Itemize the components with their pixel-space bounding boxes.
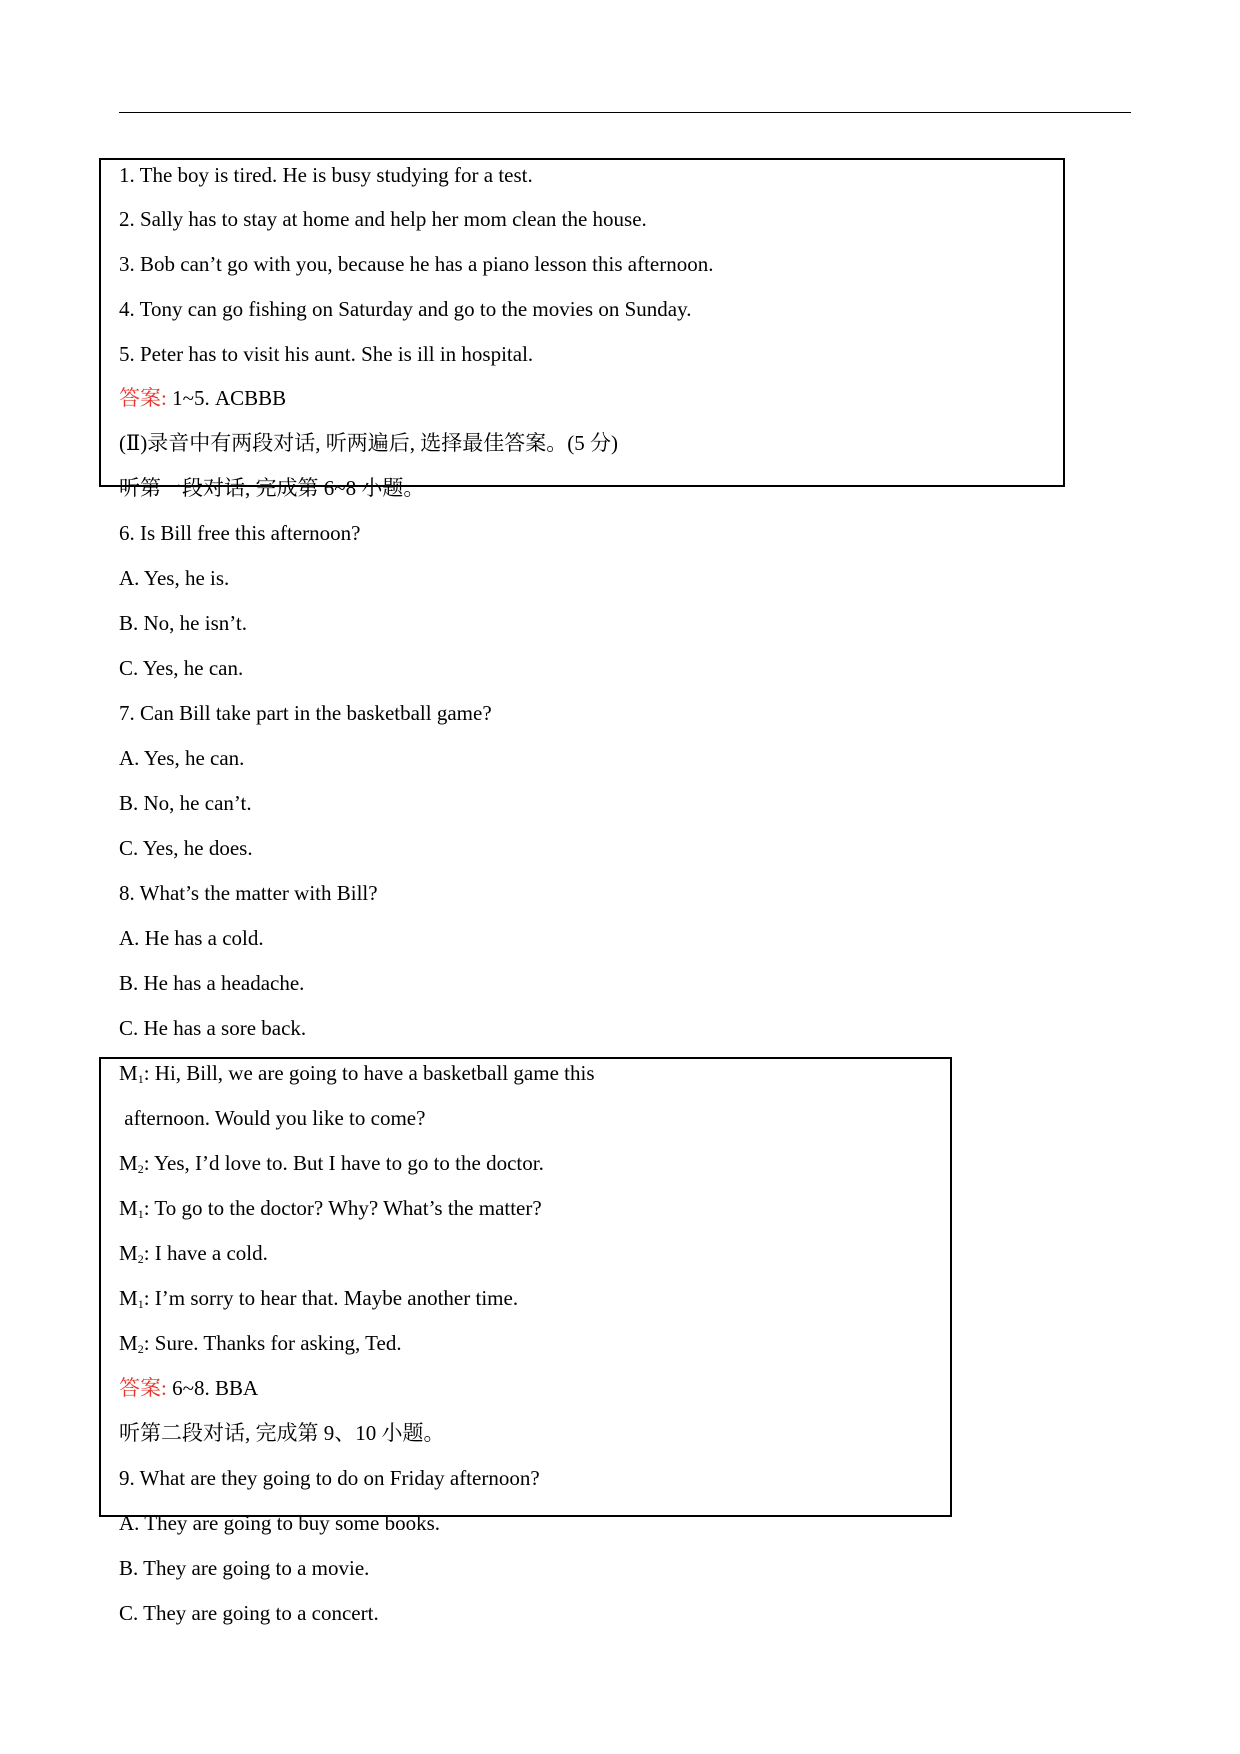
speaker: M (119, 1196, 138, 1220)
dialogue-line-4 (119, 1240, 268, 1272)
question-9-option-b: B. They are going to a movie. (119, 1556, 370, 1580)
dialogue-2-instruction: 听第二段对话, 完成第 9、10 小题。 (119, 1421, 445, 1445)
speaker: M (119, 1061, 138, 1085)
section-ii-instruction: (Ⅱ)录音中有两段对话, 听两遍后, 选择最佳答案。(5 分) (119, 431, 618, 455)
transcript-line-2: 2. Sally has to stay at home and help her mom clean the house. (119, 207, 647, 231)
speaker: M (119, 1331, 138, 1355)
speaker: M (119, 1151, 138, 1175)
answer-1-5 (119, 385, 286, 411)
answer-value: 6~8. BBA (166, 1376, 259, 1400)
utterance: : Sure. Thanks for asking, Ted. (143, 1331, 402, 1355)
dialogue-line-5 (119, 1285, 518, 1317)
speaker-number: 2 (137, 1162, 144, 1176)
question-8-option-c: C. He has a sore back. (119, 1016, 307, 1040)
dialogue-line-6 (119, 1330, 402, 1362)
speaker-number: 1 (137, 1297, 144, 1311)
answer-label: 答案: (119, 386, 167, 410)
dialogue-line-1-cont: afternoon. Would you like to come? (119, 1106, 426, 1130)
question-7-option-a: A. Yes, he can. (119, 746, 245, 770)
question-6-option-c: C. Yes, he can. (119, 656, 244, 680)
question-6-option-b: B. No, he isn’t. (119, 611, 247, 635)
utterance: : I have a cold. (143, 1241, 268, 1265)
dialogue-1-instruction: 听第一段对话, 完成第 6~8 小题。 (119, 476, 425, 500)
utterance: : I’m sorry to hear that. Maybe another time. (143, 1286, 519, 1310)
question-8-option-b: B. He has a headache. (119, 971, 305, 995)
speaker-number: 2 (137, 1252, 144, 1266)
dialogue-line-3 (119, 1195, 542, 1227)
utterance: : Yes, I’d love to. But I have to go to the doctor. (143, 1151, 544, 1175)
answer-label: 答案: (119, 1376, 167, 1400)
question-9: 9. What are they going to do on Friday afternoon? (119, 1466, 540, 1490)
question-7-option-c: C. Yes, he does. (119, 836, 253, 860)
question-9-option-c: C. They are going to a concert. (119, 1601, 379, 1625)
transcript-line-4: 4. Tony can go fishing on Saturday and go to the movies on Sunday. (119, 297, 692, 321)
transcript-line-3: 3. Bob can’t go with you, because he has a piano lesson this afternoon. (119, 252, 714, 276)
question-6: 6. Is Bill free this afternoon? (119, 521, 361, 545)
speaker: M (119, 1241, 138, 1265)
answer-6-8 (119, 1375, 258, 1401)
question-8: 8. What’s the matter with Bill? (119, 881, 378, 905)
header-rule (119, 112, 1131, 113)
transcript-line-1: 1. The boy is tired. He is busy studying for a test. (119, 163, 533, 187)
utterance: : Hi, Bill, we are going to have a basketball game this (143, 1061, 595, 1085)
speaker: M (119, 1286, 138, 1310)
question-8-option-a: A. He has a cold. (119, 926, 264, 950)
dialogue-line-1 (119, 1060, 595, 1092)
question-9-option-a: A. They are going to buy some books. (119, 1511, 440, 1535)
question-6-option-a: A. Yes, he is. (119, 566, 230, 590)
dialogue-line-2 (119, 1150, 544, 1182)
speaker-number: 2 (137, 1342, 144, 1356)
transcript-line-5: 5. Peter has to visit his aunt. She is ill in hospital. (119, 342, 534, 366)
speaker-number: 1 (137, 1072, 144, 1086)
answer-value: 1~5. ACBBB (166, 386, 287, 410)
question-7-option-b: B. No, he can’t. (119, 791, 252, 815)
utterance: : To go to the doctor? Why? What’s the matter? (143, 1196, 542, 1220)
speaker-number: 1 (137, 1207, 144, 1221)
question-7: 7. Can Bill take part in the basketball game? (119, 701, 492, 725)
